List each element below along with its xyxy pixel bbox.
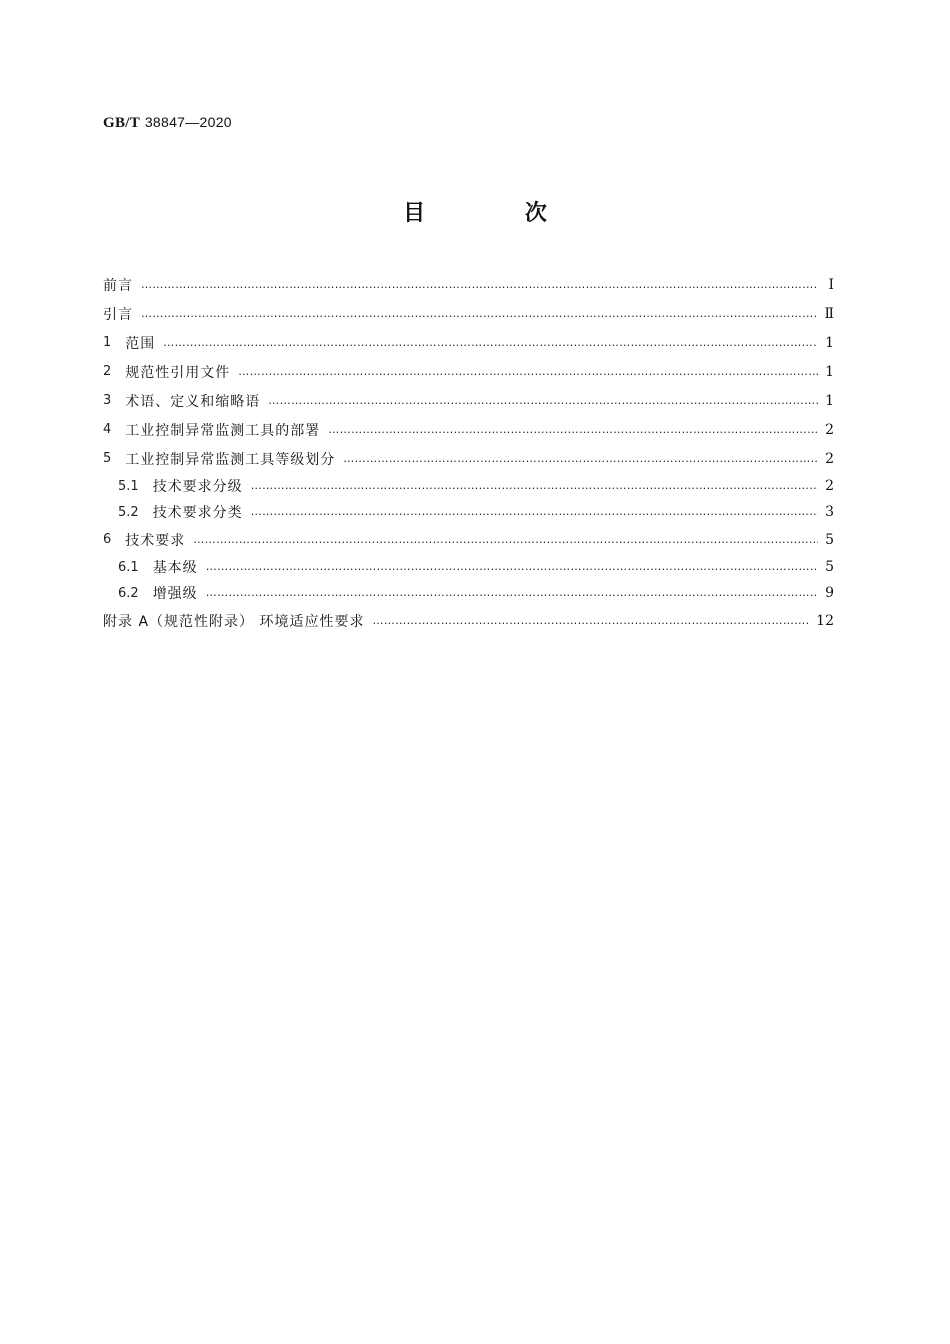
toc-entry-text bbox=[103, 530, 185, 550]
toc-entry[interactable] bbox=[103, 499, 834, 525]
toc-entry-text bbox=[103, 275, 133, 295]
dot-leader bbox=[251, 478, 818, 494]
dot-leader bbox=[268, 393, 818, 409]
standard-code-header bbox=[103, 114, 232, 132]
toc-entry-number: 6.2 bbox=[118, 585, 139, 601]
toc-entry-page: 5 bbox=[825, 559, 834, 575]
toc-entry-number: 6.1 bbox=[118, 559, 139, 575]
toc-entry[interactable] bbox=[103, 444, 834, 473]
toc-entry[interactable] bbox=[103, 525, 834, 554]
toc-entry-title: 技术要求分类 bbox=[152, 505, 243, 521]
dot-leader bbox=[251, 504, 818, 520]
dot-leader bbox=[206, 559, 818, 575]
standard-number: 38847—2020 bbox=[144, 114, 232, 130]
page-title: 目 次 bbox=[403, 201, 593, 226]
toc-entry-page: 9 bbox=[825, 585, 834, 601]
toc-entry-page: Ⅰ bbox=[828, 276, 834, 293]
toc-entry-page: 5 bbox=[825, 531, 834, 548]
toc-entry-page: 2 bbox=[825, 421, 834, 438]
toc-entry-text bbox=[103, 611, 364, 631]
toc-entry[interactable] bbox=[103, 386, 834, 415]
toc-entry-page: 1 bbox=[825, 392, 834, 409]
toc-entry-number: 5 bbox=[103, 451, 112, 466]
toc-entry-number: 5.1 bbox=[118, 478, 139, 494]
toc-entry[interactable] bbox=[103, 554, 834, 580]
toc-entry-title: 工业控制异常监测工具的部署 bbox=[125, 422, 321, 439]
toc-entry-text bbox=[103, 362, 230, 382]
toc-entry-number: 4 bbox=[103, 422, 112, 437]
toc-entry-text bbox=[103, 333, 155, 353]
toc-entry-page: 1 bbox=[825, 363, 834, 380]
toc-entry-title: 规范性引用文件 bbox=[125, 364, 231, 381]
dot-leader bbox=[372, 613, 810, 629]
dot-leader bbox=[206, 585, 818, 601]
toc-entry[interactable] bbox=[103, 270, 834, 299]
toc-entry-title: 工业控制异常监测工具等级划分 bbox=[125, 451, 336, 468]
toc-entry-title: 附录 A（规范性附录） 环境适应性要求 bbox=[103, 613, 365, 630]
toc-entry-number: 3 bbox=[103, 393, 112, 408]
toc-entry[interactable] bbox=[103, 357, 834, 386]
toc-entry-title: 前言 bbox=[103, 277, 133, 294]
dot-leader bbox=[141, 306, 818, 322]
toc-entry-text bbox=[103, 391, 260, 411]
toc-entry-number: 5.2 bbox=[118, 504, 139, 520]
toc-entry-text bbox=[103, 476, 243, 496]
toc-entry-text bbox=[103, 304, 133, 324]
toc-entry[interactable] bbox=[103, 299, 834, 328]
toc-entry-page: 2 bbox=[825, 450, 834, 467]
toc-entry[interactable] bbox=[103, 415, 834, 444]
toc-entry-text bbox=[103, 420, 320, 440]
toc-entry-title: 增强级 bbox=[152, 586, 198, 602]
toc-entry-title: 基本级 bbox=[152, 560, 198, 576]
toc-entry-number: 1 bbox=[103, 335, 112, 350]
toc-entry[interactable] bbox=[103, 473, 834, 499]
toc-entry-page: 1 bbox=[825, 334, 834, 351]
table-of-contents bbox=[103, 270, 834, 635]
toc-entry-number: 2 bbox=[103, 364, 112, 379]
dot-leader bbox=[163, 335, 818, 351]
dot-leader bbox=[343, 451, 818, 467]
toc-entry-text bbox=[103, 583, 198, 603]
toc-entry-number: 6 bbox=[103, 532, 112, 547]
toc-entry-page: 2 bbox=[825, 478, 834, 494]
toc-entry-title: 引言 bbox=[103, 306, 133, 323]
dot-leader bbox=[328, 422, 818, 438]
standard-code: GB/T bbox=[103, 115, 141, 131]
toc-entry[interactable] bbox=[103, 328, 834, 357]
dot-leader bbox=[193, 532, 818, 548]
dot-leader bbox=[238, 364, 818, 380]
toc-entry-title: 技术要求 bbox=[125, 532, 186, 549]
toc-entry-text bbox=[103, 502, 243, 522]
toc-entry-page: Ⅱ bbox=[824, 305, 834, 322]
toc-entry-title: 术语、定义和缩略语 bbox=[125, 393, 261, 410]
toc-entry-page: 12 bbox=[816, 612, 834, 629]
toc-entry-title: 技术要求分级 bbox=[152, 479, 243, 495]
toc-entry[interactable] bbox=[103, 606, 834, 635]
toc-entry-text bbox=[103, 557, 198, 577]
toc-entry-text bbox=[103, 449, 335, 469]
dot-leader bbox=[141, 277, 818, 293]
toc-entry-page: 3 bbox=[825, 504, 834, 520]
toc-entry[interactable] bbox=[103, 580, 834, 606]
toc-entry-title: 范围 bbox=[125, 335, 156, 352]
